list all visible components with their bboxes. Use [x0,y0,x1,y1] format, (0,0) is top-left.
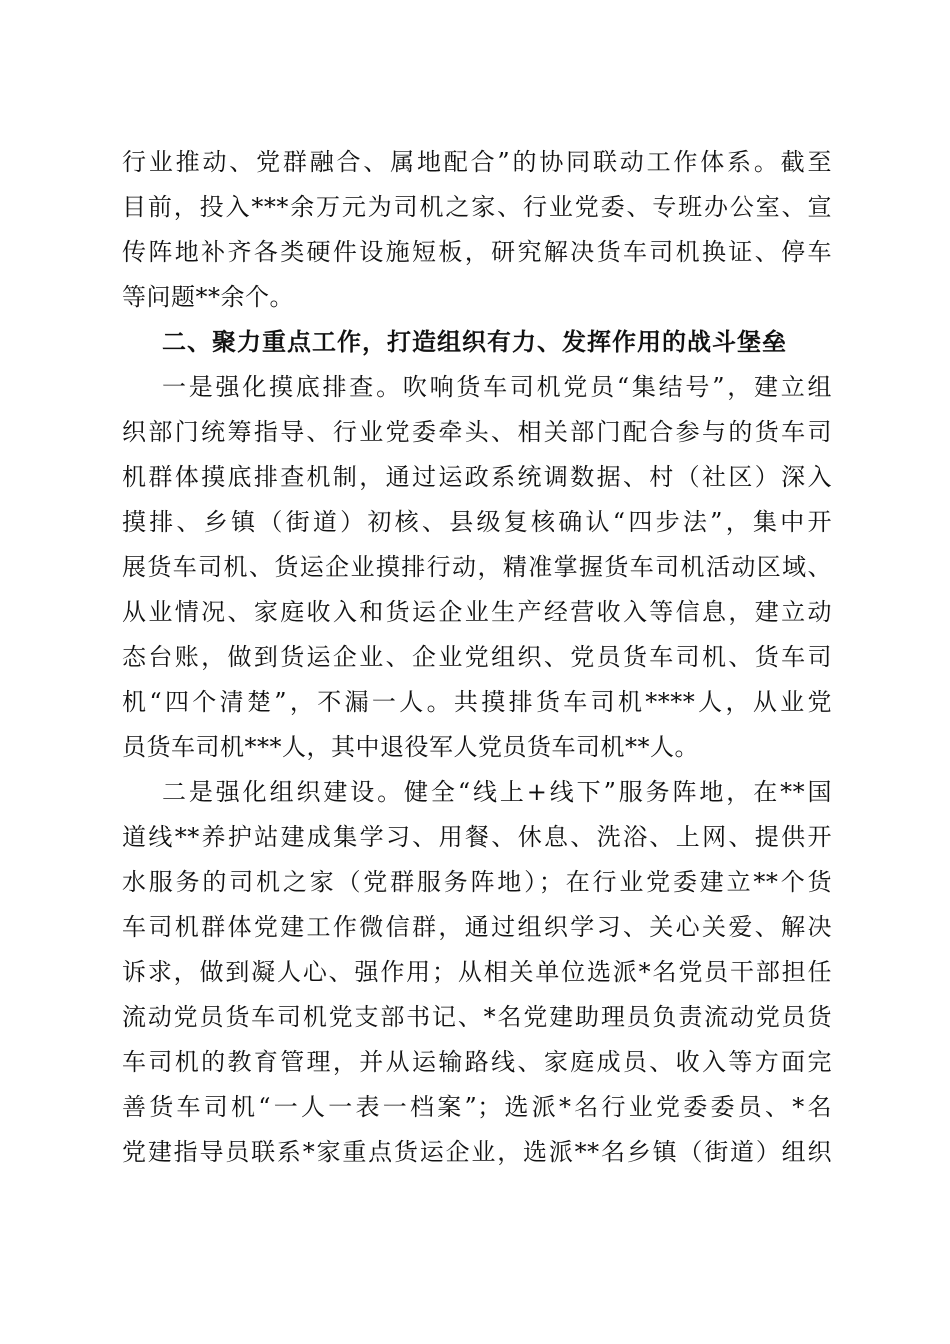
para1-line-9: 员货车司机***人，其中退役军人党员货车司机**人。 [122,733,699,761]
intro-line-3: 传阵地补齐各类硬件设施短板，研究解决货车司机换证、停车 [122,238,832,266]
para2-line-1: 二是强化组织建设。健全“线上+线下”服务阵地，在**国 [162,778,832,806]
para1-line-7: 态台账，做到货运企业、企业党组织、党员货车司机、货车司 [122,643,832,671]
para2-line-2: 道线**养护站建成集学习、用餐、休息、洗浴、上网、提供开 [122,823,832,851]
para1-line-5: 展货车司机、货运企业摸排行动，精准掌握货车司机活动区域、 [122,553,832,581]
para2-line-6: 流动党员货车司机党支部书记、*名党建助理员负责流动党员货 [122,1003,832,1031]
para1-line-3: 机群体摸底排查机制，通过运政系统调数据、村（社区）深入 [122,463,832,491]
para2-line-5: 诉求，做到凝人心、强作用；从相关单位选派*名党员干部担任 [122,958,832,986]
para1-line-1: 一是强化摸底排查。吹响货车司机党员“集结号”，建立组 [162,373,832,401]
intro-line-2: 目前，投入***余万元为司机之家、行业党委、专班办公室、宣 [122,193,832,221]
para2-line-7: 车司机的教育管理，并从运输路线、家庭成员、收入等方面完 [122,1048,832,1076]
para2-line-3: 水服务的司机之家（党群服务阵地）；在行业党委建立**个货 [122,868,832,896]
intro-line-1: 行业推动、党群融合、属地配合”的协同联动工作体系。截至 [122,148,832,176]
section-heading: 二、聚力重点工作，打造组织有力、发挥作用的战斗堡垒 [162,328,787,356]
intro-line-4: 等问题**余个。 [122,283,294,311]
para2-line-9: 党建指导员联系*家重点货运企业，选派**名乡镇（街道）组织 [122,1138,832,1166]
para1-line-2: 织部门统筹指导、行业党委牵头、相关部门配合参与的货车司 [122,418,832,446]
para1-line-6: 从业情况、家庭收入和货运企业生产经营收入等信息，建立动 [122,598,832,626]
para2-line-8: 善货车司机“一人一表一档案”；选派*名行业党委委员、*名 [122,1093,832,1121]
para2-line-4: 车司机群体党建工作微信群，通过组织学习、关心关爱、解决 [122,913,832,941]
para1-line-8: 机“四个清楚”，不漏一人。共摸排货车司机****人，从业党 [122,688,832,716]
para1-line-4: 摸排、乡镇（街道）初核、县级复核确认“四步法”，集中开 [122,508,832,536]
